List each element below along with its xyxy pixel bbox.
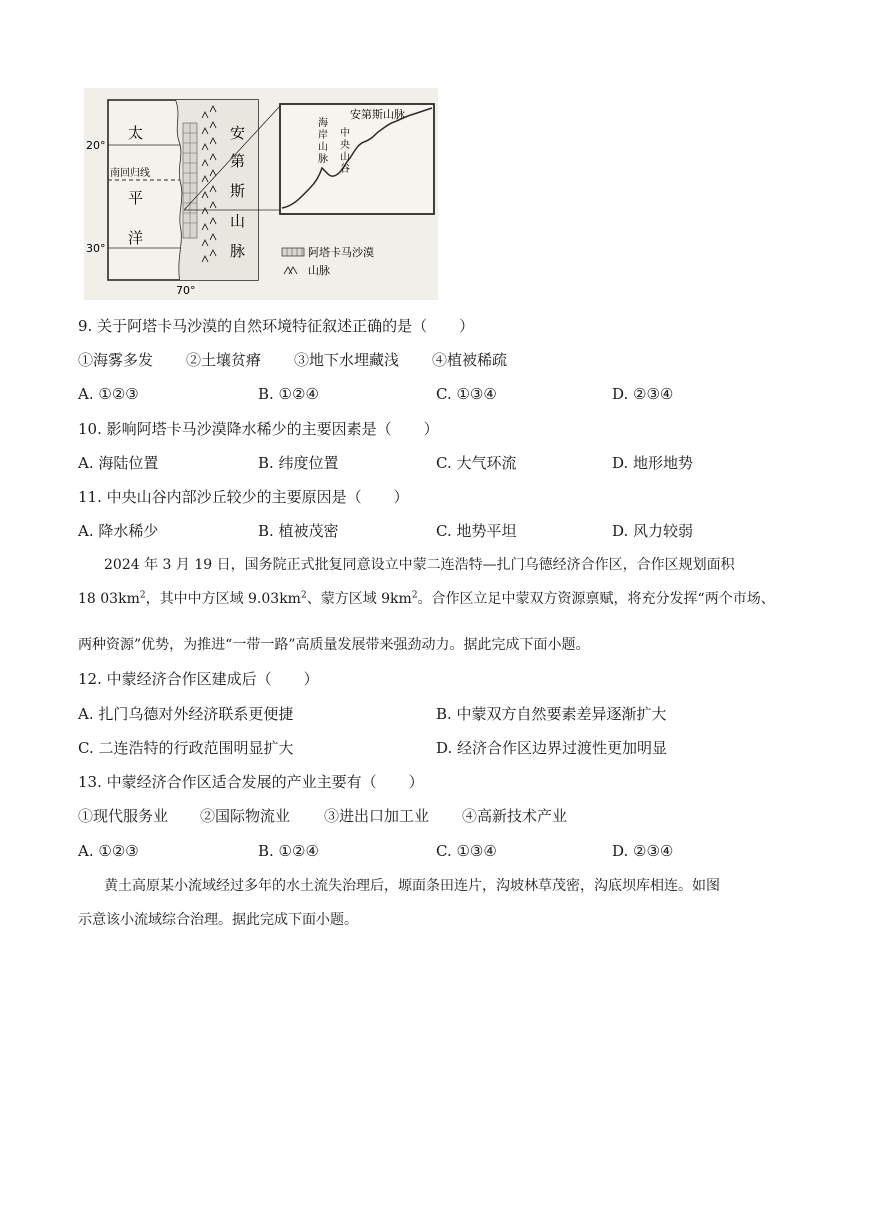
sup-3: 2 xyxy=(411,590,418,601)
q9-stem xyxy=(78,316,474,336)
q10-stem xyxy=(78,419,439,439)
passage1-total-area: 18 03km xyxy=(78,591,140,607)
q13-option-d[interactable]: D. ②③④ xyxy=(612,842,674,860)
q11-option-a[interactable]: A. 降水稀少 xyxy=(78,522,159,540)
passage1-line2-rest: 。合作区立足中蒙双方资源禀赋，将充分发挥“两个市场、 xyxy=(417,591,775,607)
atacama-desert-area xyxy=(183,123,197,238)
q10-stem-text: 10. 影响阿塔卡马沙漠降水稀少的主要因素是（ xyxy=(78,420,392,438)
legend-desert-swatch xyxy=(282,248,304,256)
passage2-line2: 示意该小流域综合治理。据此完成下面小题。 xyxy=(78,912,358,928)
passage1-line2 xyxy=(78,589,798,609)
q9-option-d[interactable]: D. ②③④ xyxy=(612,385,674,403)
q13-option-b[interactable]: B. ①②④ xyxy=(258,842,319,860)
q13-item-3: ③进出口加工业 xyxy=(324,807,430,825)
svg-text:央: 央 xyxy=(340,140,350,151)
andes-char-2: 第 xyxy=(230,152,246,170)
svg-text:谷: 谷 xyxy=(340,164,350,175)
svg-text:岸: 岸 xyxy=(318,130,328,141)
q10-close: ） xyxy=(423,420,439,438)
q13-item-4: ④高新技术产业 xyxy=(462,807,568,825)
svg-text:山: 山 xyxy=(340,152,350,163)
andes-char-3: 斯 xyxy=(230,182,246,200)
passage1-cn-area: ，其中中方区域 9.03km xyxy=(145,591,301,607)
q9-option-a[interactable]: A. ①②③ xyxy=(78,385,139,403)
q12-stem xyxy=(78,669,319,689)
svg-text:山: 山 xyxy=(318,142,328,153)
passage1-line1: 2024 年 3 月 19 日，国务院正式批复同意设立中蒙二连浩特—扎门乌德经济合作区，合作区规划面积 xyxy=(104,557,735,573)
lat-30-label: 30° xyxy=(86,242,106,255)
q10-option-b[interactable]: B. 纬度位置 xyxy=(258,454,339,472)
q11-stem-text: 11. 中央山谷内部沙丘较少的主要原因是（ xyxy=(78,488,362,506)
lat-20-label: 20° xyxy=(86,139,106,152)
q11-option-d[interactable]: D. 风力较弱 xyxy=(612,522,694,540)
q13-stem xyxy=(78,772,424,792)
q9-stem-text: 9. 关于阿塔卡马沙漠的自然环境特征叙述正确的是（ xyxy=(78,317,428,335)
atacama-map-svg xyxy=(84,88,438,300)
andes-char-1: 安 xyxy=(230,124,246,142)
svg-text:中: 中 xyxy=(340,128,350,139)
q12-option-b[interactable]: B. 中蒙双方自然要素差异逐渐扩大 xyxy=(436,705,667,723)
q13-close: ） xyxy=(408,773,424,791)
q11-option-b[interactable]: B. 植被茂密 xyxy=(258,522,339,540)
q9-close: ） xyxy=(459,317,475,335)
q12-option-d[interactable]: D. 经济合作区边界过渡性更加明显 xyxy=(436,739,668,757)
q13-stem-text: 13. 中蒙经济合作区适合发展的产业主要有（ xyxy=(78,773,377,791)
q12-option-a[interactable]: A. 扎门乌德对外经济联系更便捷 xyxy=(78,705,294,723)
q9-item-3: ③地下水埋藏浅 xyxy=(294,351,400,369)
passage1-line3: 两种资源”优势，为推进“一带一路”高质量发展带来强劲动力。据此完成下面小题。 xyxy=(78,637,590,653)
passage2-line1: 黄土高原某小流域经过多年的水土流失治理后，塬面条田连片，沟坡林草茂密，沟底坝库相连。如图 xyxy=(104,878,720,894)
andes-char-5: 脉 xyxy=(230,242,246,260)
q12-option-c[interactable]: C. 二连浩特的行政范围明显扩大 xyxy=(78,739,294,757)
q10-option-c[interactable]: C. 大气环流 xyxy=(436,454,517,472)
q13-item-1: ①现代服务业 xyxy=(78,807,169,825)
legend-mountain-label: 山脉 xyxy=(308,264,330,277)
q10-option-d[interactable]: D. 地形地势 xyxy=(612,454,694,472)
q11-stem xyxy=(78,487,409,507)
q11-close: ） xyxy=(393,488,409,506)
ocean-char-1: 太 xyxy=(128,124,144,142)
legend-desert-label: 阿塔卡马沙漠 xyxy=(308,246,374,259)
q13-option-a[interactable]: A. ①②③ xyxy=(78,842,139,860)
q9-item-1: ①海雾多发 xyxy=(78,351,154,369)
q13-item-2: ②国际物流业 xyxy=(200,807,291,825)
atacama-map-figure xyxy=(84,88,438,300)
q13-option-c[interactable]: C. ①③④ xyxy=(436,842,497,860)
q9-item-4: ④植被稀疏 xyxy=(432,351,508,369)
inset-coastal-label xyxy=(318,116,328,165)
sup-1: 2 xyxy=(139,590,146,601)
inset-valley-label xyxy=(340,126,350,175)
q10-option-a[interactable]: A. 海陆位置 xyxy=(78,454,159,472)
svg-text:海: 海 xyxy=(318,118,328,129)
lon-70-label: 70° xyxy=(176,284,196,297)
andes-char-4: 山 xyxy=(230,212,246,230)
passage1-mn-area: 、蒙方区域 9km xyxy=(306,591,412,607)
q11-option-c[interactable]: C. 地势平坦 xyxy=(436,522,517,540)
q9-option-b[interactable]: B. ①②④ xyxy=(258,385,319,403)
q9-option-c[interactable]: C. ①③④ xyxy=(436,385,497,403)
inset-andes-label: 安第斯山脉 xyxy=(350,108,405,121)
q12-close: ） xyxy=(303,670,319,688)
svg-text:脉: 脉 xyxy=(318,154,328,165)
ocean-char-3: 洋 xyxy=(128,229,144,247)
sup-2: 2 xyxy=(300,590,307,601)
ocean-char-2: 平 xyxy=(128,189,144,207)
q12-stem-text: 12. 中蒙经济合作区建成后（ xyxy=(78,670,272,688)
q9-item-2: ②土壤贫瘠 xyxy=(186,351,262,369)
tropic-label: 南回归线 xyxy=(110,168,150,179)
